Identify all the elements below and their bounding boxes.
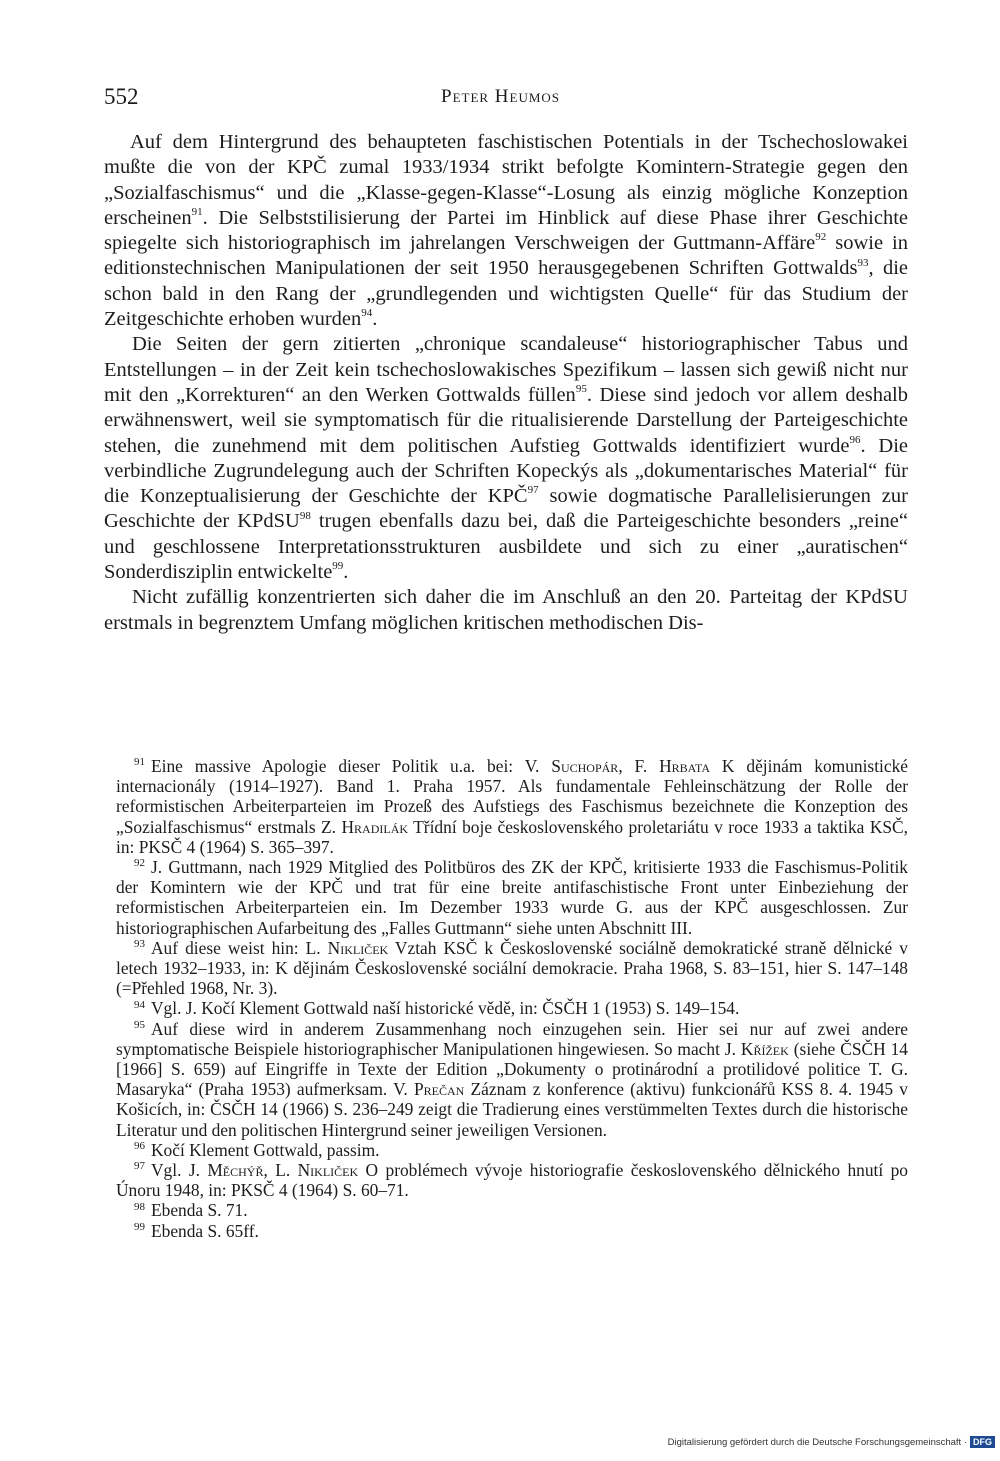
footnote-text: Vgl. J. xyxy=(151,1160,208,1181)
footnote-text: Eine massive Apologie dieser Politik u.a. bei: V. xyxy=(151,756,552,776)
footnote-ref-95: 95 xyxy=(575,383,587,396)
footnote-98 xyxy=(116,1200,908,1220)
footnote-ref-98: 98 xyxy=(299,509,311,522)
text-run: Die Seiten der gern zitierten „chronique scandaleuse“ historiographischer Tabus und Entstellungen – in der Zeit kein tschechoslowakisches Spezifikum – lassen sich gewiß nicht nur mit den „Korrekturen“ an den Werken Gottwalds füllen xyxy=(104,333,908,406)
paragraph-1 xyxy=(104,130,908,332)
footnote-text: Ebenda S. 71. xyxy=(151,1200,248,1221)
footnote-text: Auf diese weist hin: L. xyxy=(151,937,328,958)
footnote-ref-93: 93 xyxy=(857,256,869,269)
text-run: trugen ebenfalls dazu bei, daß die Parteigeschichte besonders „reine“ und geschlossene Interpretationsstrukturen ausbildete und sich zu einer „auratischen“ Sonderdisziplin entwickelte xyxy=(104,510,908,584)
author-name: Křížek xyxy=(740,1038,789,1059)
footnote-92 xyxy=(116,857,908,938)
footnote-97 xyxy=(116,1160,908,1200)
text-run: sowie in editionstechnischen Manipulationen der seit 1950 herausgegebenen Schriften Gottwalds xyxy=(104,232,908,280)
paragraph-3: Nicht zufällig konzentrierten sich daher die im Anschluß an den 20. Parteitag der KPdSU erstmals in begrenztem Umfang möglichen kritischen methodischen Dis- xyxy=(104,586,908,634)
text-run: sowie dogmatische Parallelisierungen zur Geschichte der KPdSU xyxy=(104,485,908,533)
footnote-ref-96: 96 xyxy=(849,433,861,446)
author-name: Nikliček xyxy=(327,937,389,958)
text-run: . Die verbindliche Zugrundelegung auch der Schriften Kopeckýs als „dokumentarisches Material“ für die Konzeptualisierung der Geschichte der KPČ xyxy=(104,434,908,508)
footnote-number: 92 xyxy=(134,857,145,870)
dfg-logo-icon: DFG xyxy=(970,1436,995,1448)
footnote-text: O problémech vývoje historiografie československého dělnického hnutí po Únoru 1948, in: PKSČ 4 (1964) S. 60–71. xyxy=(116,1160,908,1201)
text-run: . Die Selbststilisierung der Partei im Hinblick auf diese Phase ihrer Geschichte spiegelte sich historiographisch im jahrelangen Verschweigen der Guttmann-Affäre xyxy=(104,206,908,255)
author-name: Hrbata xyxy=(659,756,711,776)
digitization-credit: Digitalisierung gefördert durch die Deutsche Forschungsgemeinschaft · xyxy=(667,1436,967,1448)
footnote-number: 94 xyxy=(134,998,145,1011)
running-head: Peter Heumos xyxy=(441,86,561,107)
footnote-text: J. Guttmann, nach 1929 Mitglied des Politbüros des ZK der KPČ, kritisierte 1933 die Faschismus-Politik der Komintern wie der KPČ und trat für eine breite antifaschistische Front unter Einbeziehung der reformistischen Arbeiterparteien ein. Im Dezember 1933 wurde G. aus der KPČ ausgeschlossen. Zur historiographischen Aufarbeitung des „Falles Guttmann“ siehe unten Abschnitt III. xyxy=(116,857,908,938)
footnote-text: (siehe ČSČH 14 [1966] S. 659) auf Eingriffe in Texte der Edition „Dokumenty o protinárodní a protilidové politice T. G. Masaryka“ (Praha 1953) aufmerksam. V. xyxy=(116,1038,908,1100)
footnote-94 xyxy=(116,998,908,1018)
footnote-text: Vztah KSČ k Československé sociálně demokratické straně dělnické v letech 1932–1933, in: K dějinám Československé sociální demokracie. Praha 1968, S. 83–151, hier S. 147–148 (=Přehled 1968, Nr. 3). xyxy=(116,937,909,999)
author-name: Měchýř xyxy=(207,1160,264,1181)
footnote-ref-97: 97 xyxy=(527,484,539,497)
paragraph-2 xyxy=(104,332,908,585)
page-number: 552 xyxy=(104,84,139,109)
footnote-text: Ebenda S. 65ff. xyxy=(151,1220,259,1241)
author-name: Nikliček xyxy=(297,1160,359,1181)
body-text xyxy=(104,130,908,636)
footnote-91 xyxy=(116,756,908,857)
footnote-ref-99: 99 xyxy=(332,560,344,573)
footnote-text: Vgl. J. Kočí Klement Gottwald naší historické vědě, in: ČSČH 1 (1953) S. 149–154. xyxy=(151,998,740,1019)
text-run: . xyxy=(343,561,349,584)
footnote-text: , L. xyxy=(263,1160,298,1181)
footnote-number: 95 xyxy=(134,1018,145,1031)
footnotes xyxy=(116,756,908,1241)
footnote-number: 98 xyxy=(134,1200,145,1213)
footnote-95 xyxy=(116,1019,908,1140)
footnote-number: 96 xyxy=(134,1140,145,1153)
footnote-text: Kočí Klement Gottwald, passim. xyxy=(151,1139,380,1160)
footnote-number: 93 xyxy=(134,938,145,951)
text-run: . xyxy=(372,308,378,331)
footnote-text: K dějinám komunistické internacionály (1914–1927). Band 1. Praha 1957. Als fundamentale Fehleinschätzung der Rolle der reformistischen Arbeiterparteien im Prozeß des Aufstiegs des Faschismus bezeichnete die Konzeption des „Sozialfaschismus“ erstmals Z. xyxy=(116,756,909,837)
footnote-number: 91 xyxy=(134,756,145,769)
footnote-99 xyxy=(116,1221,908,1241)
text-run: , die schon bald in den Rang der „grundlegenden und wichtigsten Quelle“ für das Studium der Zeitgeschichte erhoben wurden xyxy=(104,257,908,331)
author-name: Prečan xyxy=(413,1079,465,1100)
footnote-number: 99 xyxy=(134,1220,145,1233)
text-run: Auf dem Hintergrund des behaupteten faschistischen Potentials in der Tschechoslowakei mußte die von der KPČ zumal 1933/1934 strikt befolgte Komintern-Strategie gegen den „Sozialfaschismus“ und die „Klasse-gegen-Klasse“-Losung als einzig mögliche Konzeption erscheinen xyxy=(104,131,908,229)
footnote-text: Auf diese wird in anderem Zusammenhang noch einzugehen sein. Hier sei nur auf zwei andere symptomatische Beispiele historiographischer Manipulationen hingewiesen. So macht J. xyxy=(116,1018,908,1059)
text-run: . Diese sind jedoch vor allem deshalb erwähnenswert, weil sie symptomatisch für die ritualisierende Darstellung der Parteigeschichte stehen, die zunehmend mit dem politischen Aufstieg Gottwalds identifiziert wurde xyxy=(104,383,908,457)
author-name: Suchopár xyxy=(551,756,619,776)
footnote-96 xyxy=(116,1140,908,1160)
footnote-ref-92: 92 xyxy=(815,231,827,244)
footnote-number: 97 xyxy=(134,1160,145,1173)
footnote-93 xyxy=(116,938,908,999)
author-name: Hradilák xyxy=(341,816,409,837)
footnote-ref-94: 94 xyxy=(361,307,373,320)
footnote-ref-91: 91 xyxy=(191,206,203,219)
footnote-text: Třídní boje československého proletariátu v roce 1933 a taktika KSČ, in: PKSČ 4 (1964) S. 365–397. xyxy=(116,816,909,857)
footnote-text: Záznam z konference (aktivu) funkcionářů KSS 8. 4. 1945 v Košicích, in: ČSČH 14 (1966) S. 236–249 zeigt die Tradierung eines verstümmelten Textes durch die historische Literatur und den politischen Hintergrund seiner jeweiligen Versionen. xyxy=(116,1079,908,1140)
footnote-text: , F. xyxy=(618,756,660,776)
digitization-footer xyxy=(668,1436,995,1448)
